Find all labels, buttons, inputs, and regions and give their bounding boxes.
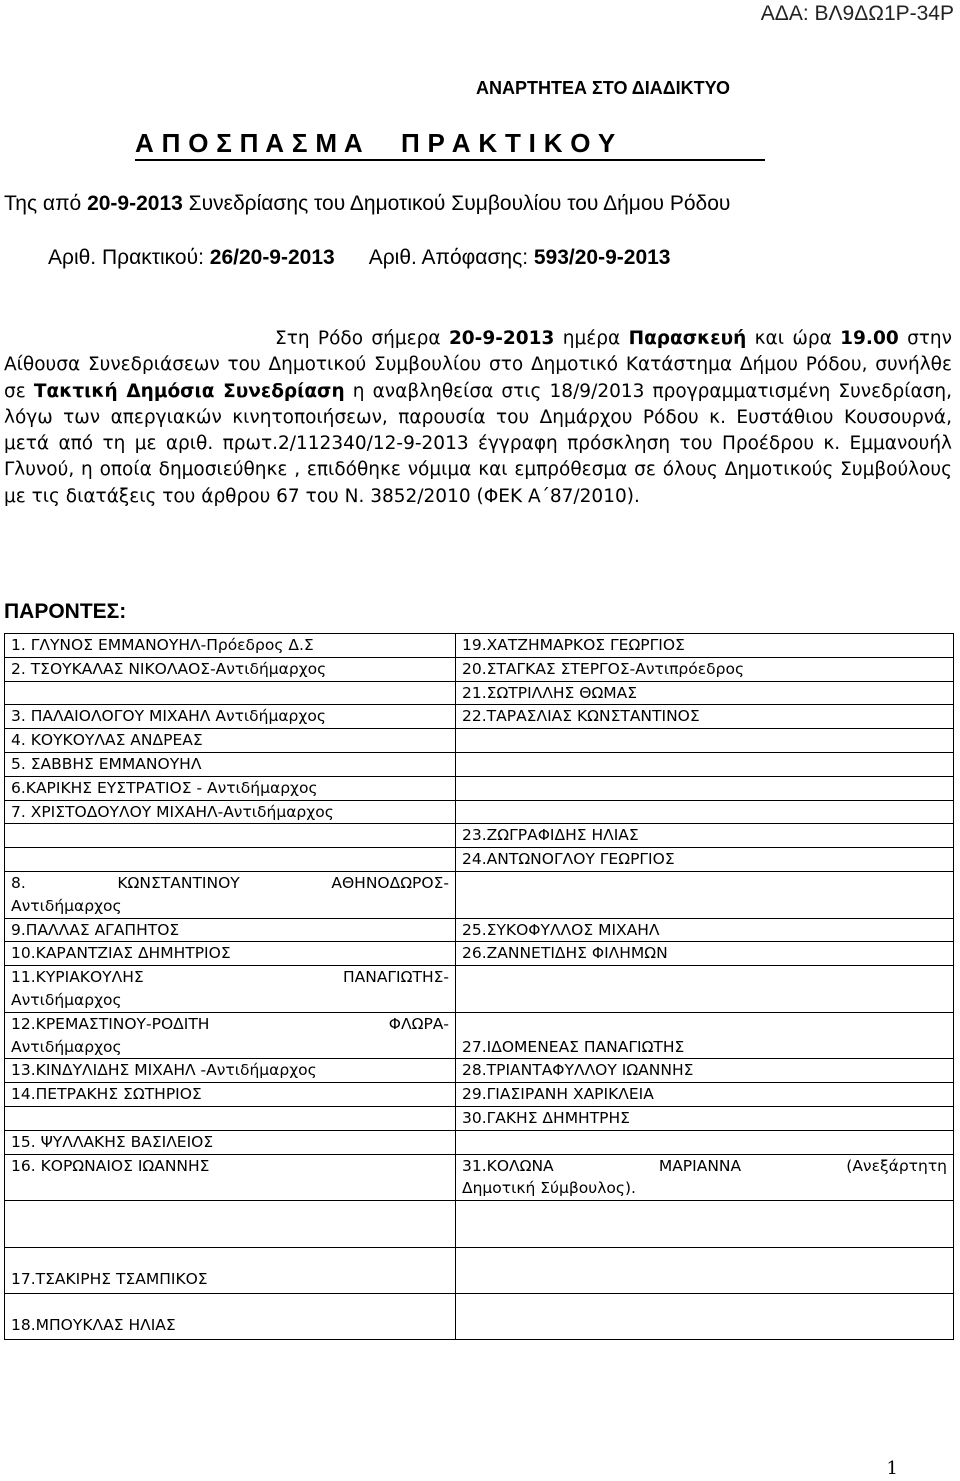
document-title [135, 127, 765, 161]
table-row [5, 942, 954, 966]
table-cell: 25.ΣΥΚΟΦΥΛΛΟΣ ΜΙΧΑΗΛ [456, 918, 954, 942]
table-cell: 10.ΚΑΡΑΝΤΖΙΑΣ ΔΗΜΗΤΡΙΟΣ [5, 942, 456, 966]
table-row [5, 1012, 954, 1059]
table-cell [456, 776, 954, 800]
reference-numbers [48, 246, 671, 270]
table-cell [5, 1106, 456, 1130]
table-row [5, 848, 954, 872]
table-cell: 4. ΚΟΥΚΟΥΛΑΣ ΑΝΔΡΕΑΣ [5, 729, 456, 753]
table-row [5, 1059, 954, 1083]
minutes-label: Αριθ. Πρακτικού: [48, 246, 210, 269]
table-cell: 6.ΚΑΡΙΚΗΣ ΕΥΣΤΡΑΤΙΟΣ - Αντιδήμαρχος [5, 776, 456, 800]
table-row [5, 824, 954, 848]
table-cell: 1. ΓΛΥΝΟΣ ΕΜΜΑΝΟΥΗΛ-Πρόεδρος Δ.Σ [5, 634, 456, 658]
table-cell: 3. ΠΑΛΑΙΟΛΟΓΟΥ ΜΙΧΑΗΛ Αντιδήμαρχος [5, 705, 456, 729]
page-number: 1 [886, 1458, 898, 1479]
decision-number: 593/20-9-2013 [533, 246, 671, 269]
table-cell: 23.ΖΩΓΡΑΦΙΔΗΣ ΗΛΙΑΣ [456, 824, 954, 848]
table-row [5, 776, 954, 800]
table-cell: 18.ΜΠΟΥΚΛΑΣ ΗΛΙΑΣ [5, 1294, 456, 1340]
table-row [5, 657, 954, 681]
table-cell: 11.ΚΥΡΙΑΚΟΥΛΗΣ ΠΑΝΑΓΙΩΤΗΣ- Αντιδήμαρχος [5, 966, 456, 1013]
table-row [5, 1294, 954, 1340]
table-cell: 26.ΖΑΝΝΕΤΙΔΗΣ ΦΙΛΗΜΩΝ [456, 942, 954, 966]
session-date: 20-9-2013 [87, 192, 183, 215]
table-cell [5, 824, 456, 848]
title-minutes: Π Ρ Α Κ Τ Ι Κ Ο Υ [400, 128, 616, 158]
table-row [5, 705, 954, 729]
table-cell: 16. ΚΟΡΩΝΑΙΟΣ ΙΩΑΝΝΗΣ [5, 1154, 456, 1201]
table-cell: 2. ΤΣΟΥΚΑΛΑΣ ΝΙΚΟΛΑΟΣ-Αντιδήμαρχος [5, 657, 456, 681]
table-cell: 28.ΤΡΙΑΝΤΑΦΥΛΛΟΥ ΙΩΑΝΝΗΣ [456, 1059, 954, 1083]
table-cell [5, 1201, 456, 1248]
table-cell: 31.ΚΟΛΩΝΑ ΜΑΡΙΑΝΝΑ (Ανεξάρτητη Δημοτική Σύμβουλος). [456, 1154, 954, 1201]
table-cell [456, 1248, 954, 1294]
table-cell [456, 966, 954, 1013]
table-cell: 7. ΧΡΙΣΤΟΔΟΥΛΟΥ ΜΙΧΑΗΛ-Αντιδήμαρχος [5, 800, 456, 824]
minutes-number: 26/20-9-2013 [209, 246, 335, 269]
table-cell [456, 729, 954, 753]
table-row [5, 918, 954, 942]
meeting-type: Τακτική Δημόσια Συνεδρίαση [33, 380, 345, 402]
ada-code: ΑΔΑ: ΒΛ9ΔΩ1Ρ-34Ρ [760, 2, 954, 25]
table-row [5, 1248, 954, 1294]
intro-paragraph: Στη Ρόδο σήμερα 20-9-2013 ημέρα Παρασκευή και ώρα 19.00 στην Αίθουσα Συνεδριάσεων του Δημοτικού Συμβουλίου στο Δημοτικό Κατάστημα Δήμου Ρόδου, συνήλθε σε Τακτική Δημόσια Συνεδρίαση η αναβληθείσα στις 18/9/2013 προγραμματισμένη Συνεδρίαση, λόγω των απεργιακών κινητοποιήσεων, παρουσία του Δημάρχου Ρόδου κ. Ευστάθιου Κουσουρνά, μετά από τη με αριθ. πρωτ.2/112340/12-9-2013 έγγραφη πρόσκληση του Προέδρου κ. Εμμανουήλ Γλυνού, η οποία δημοσιεύθηκε , επιδόθηκε νόμιμα και εμπρόθεσμα σε όλους Δημοτικούς Συμβούλους με τις διατάξεις του άρθρου 67 του Ν. 3852/2010 (ΦΕΚ Α΄87/2010). [4, 328, 952, 507]
table-cell: 13.ΚΙΝΔΥΛΙΔΗΣ ΜΙΧΑΗΛ -Αντιδήμαρχος [5, 1059, 456, 1083]
table-cell [456, 871, 954, 918]
table-cell: 24.ΑΝΤΩΝΟΓΛΟΥ ΓΕΩΡΓΙΟΣ [456, 848, 954, 872]
table-row [5, 1106, 954, 1130]
table-row [5, 871, 954, 918]
table-row [5, 1201, 954, 1248]
table-cell: 5. ΣΑΒΒΗΣ ΕΜΜΑΝΟΥΗΛ [5, 752, 456, 776]
table-cell: 30.ΓΑΚΗΣ ΔΗΜΗΤΡΗΣ [456, 1106, 954, 1130]
table-cell: 15. ΨΥΛΛΑΚΗΣ ΒΑΣΙΛΕΙΟΣ [5, 1130, 456, 1154]
table-cell: 8. ΚΩΝΣΤΑΝΤΙΝΟΥ ΑΘΗΝΟΔΩΡΟΣ- Αντιδήμαρχος [5, 871, 456, 918]
attendees-table [4, 633, 954, 1340]
present-heading: ΠΑΡΟΝΤΕΣ: [4, 600, 127, 623]
table-row [5, 634, 954, 658]
decision-label: Αριθ. Απόφασης: [368, 246, 534, 269]
table-row [5, 1130, 954, 1154]
table-cell [5, 681, 456, 705]
table-row [5, 752, 954, 776]
session-line: Της από 20-9-2013 Συνεδρίασης του Δημοτικού Συμβουλίου του Δήμου Ρόδου [4, 192, 731, 215]
table-row [5, 681, 954, 705]
table-row [5, 800, 954, 824]
table-row [5, 1083, 954, 1107]
table-row [5, 1154, 954, 1201]
table-cell [456, 1201, 954, 1248]
table-cell [456, 1130, 954, 1154]
table-row [5, 729, 954, 753]
table-cell: 22.ΤΑΡΑΣΛΙΑΣ ΚΩΝΣΤΑΝΤΙΝΟΣ [456, 705, 954, 729]
table-cell: 27.ΙΔΟΜΕΝΕΑΣ ΠΑΝΑΓΙΩΤΗΣ [456, 1012, 954, 1059]
table-cell [5, 848, 456, 872]
table-cell [456, 800, 954, 824]
table-cell: 12.ΚΡΕΜΑΣΤΙΝΟΥ-ΡΟΔΙΤΗ ΦΛΩΡΑ- Αντιδήμαρχος [5, 1012, 456, 1059]
table-cell: 21.ΣΩΤΡΙΛΛΗΣ ΘΩΜΑΣ [456, 681, 954, 705]
table-cell: 9.ΠΑΛΛΑΣ ΑΓΑΠΗΤΟΣ [5, 918, 456, 942]
table-cell: 19.ΧΑΤΖΗΜΑΡΚΟΣ ΓΕΩΡΓΙΟΣ [456, 634, 954, 658]
table-cell: 14.ΠΕΤΡΑΚΗΣ ΣΩΤΗΡΙΟΣ [5, 1083, 456, 1107]
table-cell: 29.ΓΙΑΣΙΡΑΝΗ ΧΑΡΙΚΛΕΙΑ [456, 1083, 954, 1107]
table-row [5, 966, 954, 1013]
table-cell: 20.ΣΤΑΓΚΑΣ ΣΤΕΡΓΟΣ-Αντιπρόεδρος [456, 657, 954, 681]
posted-online-label: ΑΝΑΡΤΗΤΕΑ ΣΤΟ ΔΙΑΔΙΚΤΥΟ [476, 78, 730, 98]
table-cell [456, 1294, 954, 1340]
table-cell [456, 752, 954, 776]
title-excerpt: Α Π Ο Σ Π Α Σ Μ Α [135, 128, 363, 158]
table-cell: 17.ΤΣΑΚΙΡΗΣ ΤΣΑΜΠΙΚΟΣ [5, 1248, 456, 1294]
